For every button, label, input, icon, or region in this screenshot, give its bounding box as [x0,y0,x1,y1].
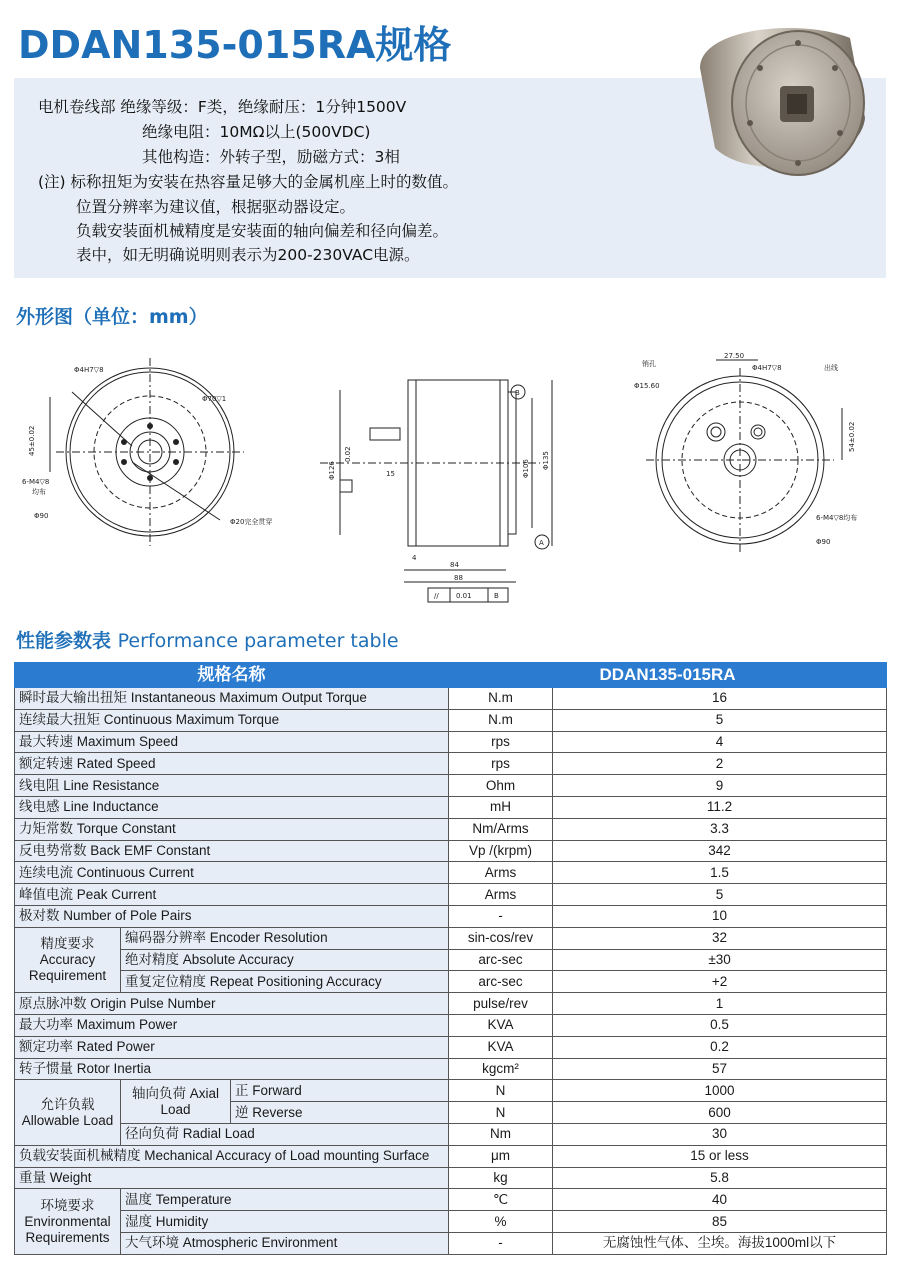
param-unit: arc-sec [449,949,553,971]
rear-view-drawing [620,348,880,558]
param-name: 转子惯量 Rotor Inertia [15,1058,449,1080]
param-name: 线电阻 Line Resistance [15,775,449,797]
table-row [15,1080,887,1102]
param-name: 湿度 Humidity [121,1211,449,1233]
param-unit: Nm [449,1123,553,1145]
table-row [15,1189,887,1211]
side-flat-label: 0.02 [344,446,352,462]
note-line: (注) 标称扭矩为安装在热容量足够大的金属机座上时的数值。 [38,173,459,191]
param-value: 3.3 [553,818,887,840]
param-unit: KVA [449,1014,553,1036]
param-value: +2 [553,971,887,993]
param-name: 温度 Temperature [121,1189,449,1211]
rear-outlet-label: 出线 [824,364,838,372]
side-datum-b: B [515,389,520,397]
param-unit: N.m [449,709,553,731]
param-unit: Ohm [449,775,553,797]
note-line: 位置分辨率为建议值，根据驱动器设定。 [76,198,356,216]
param-value: 2 [553,753,887,775]
table-row [15,1232,887,1254]
param-value: 5 [553,884,887,906]
param-unit: mH [449,796,553,818]
param-unit: Arms [449,884,553,906]
param-name: 力矩常数 Torque Constant [15,818,449,840]
table-row [15,709,887,731]
param-name: 重量 Weight [15,1167,449,1189]
side-tol-ref: B [494,592,499,600]
side-d135-label: Φ135 [542,451,550,470]
table-row [15,1211,887,1233]
table-row [15,1123,887,1145]
subgroup-label: 轴向负荷 Axial Load [121,1080,231,1124]
param-value: 5.8 [553,1167,887,1189]
table-row [15,753,887,775]
param-value: 85 [553,1211,887,1233]
side-dim4-label: 4 [412,554,417,562]
table-row [15,731,887,753]
table-row [15,927,887,949]
param-name: 原点脉冲数 Origin Pulse Number [15,993,449,1015]
performance-table [14,662,887,1255]
front-pcd-label: Φ70▽1 [202,395,227,403]
side-tol-symbol: // [434,592,439,600]
side-tol-value: 0.01 [456,592,472,600]
param-unit: μm [449,1145,553,1167]
table-row [15,993,887,1015]
param-unit: KVA [449,1036,553,1058]
param-name: 正 Forward [231,1080,449,1102]
param-name: 大气环境 Atmospheric Environment [121,1232,449,1254]
param-name: 瞬时最大输出扭矩 Instantaneous Maximum Output Torque [15,688,449,710]
rear-tap-label: 6-M4▽8均布 [816,514,858,522]
table-title-en: Performance parameter table [117,630,399,652]
param-value: 30 [553,1123,887,1145]
table-row [15,862,887,884]
front-hole-label: Φ4H7▽8 [74,366,104,374]
table-row [15,1014,887,1036]
table-row [15,1145,887,1167]
front-tap-label: 6-M4▽8 [22,478,50,486]
front-dim-label: 45±0.02 [28,425,36,456]
table-title-cn: 性能参数表 [16,630,112,652]
param-unit: Vp /(krpm) [449,840,553,862]
param-value: 无腐蚀性气体、尘埃。海拔1000ml以下 [553,1232,887,1254]
note-line: 表中，如无明确说明则表示为200-230VAC电源。 [76,246,420,264]
param-name: 编码器分辨率 Encoder Resolution [121,927,449,949]
rear-d15-label: Φ15.60 [634,382,660,390]
param-unit: ℃ [449,1189,553,1211]
param-name: 额定转速 Rated Speed [15,753,449,775]
table-row [15,840,887,862]
table-row [15,949,887,971]
side-dim84-label: 84 [450,561,459,569]
rear-pin-hole-label: 销孔 [642,360,656,368]
param-name: 最大转速 Maximum Speed [15,731,449,753]
param-value: 10 [553,905,887,927]
param-value: 40 [553,1189,887,1211]
param-name: 峰值电流 Peak Current [15,884,449,906]
param-value: 9 [553,775,887,797]
param-name: 连续电流 Continuous Current [15,862,449,884]
param-unit: kgcm² [449,1058,553,1080]
table-row [15,905,887,927]
param-name: 重复定位精度 Repeat Positioning Accuracy [121,971,449,993]
param-unit: - [449,1232,553,1254]
param-unit: - [449,905,553,927]
param-value: 4 [553,731,887,753]
param-unit: N [449,1080,553,1102]
table-row [15,1058,887,1080]
table-row [15,796,887,818]
table-row [15,971,887,993]
param-unit: Nm/Arms [449,818,553,840]
param-value: 57 [553,1058,887,1080]
rear-dim54-label: 54±0.02 [848,421,856,452]
page-title: DDAN135-015RA规格 [18,23,452,67]
group-label: 环境要求 Environmental Requirements [15,1189,121,1254]
drawing-section-title: 外形图（单位：mm） [16,306,208,328]
param-name: 额定功率 Rated Power [15,1036,449,1058]
param-unit: N [449,1102,553,1124]
rear-hole-label: Φ4H7▽8 [752,364,782,372]
side-view-drawing [320,370,580,605]
table-row [15,818,887,840]
param-name: 径向负荷 Radial Load [121,1123,449,1145]
param-unit: kg [449,1167,553,1189]
table-row [15,688,887,710]
param-value: 1 [553,993,887,1015]
side-d126-label: Φ126 [328,461,336,480]
group-label: 允许负载 Allowable Load [15,1080,121,1145]
param-name: 最大功率 Maximum Power [15,1014,449,1036]
table-row [15,775,887,797]
rear-dim27-label: 27.50 [724,352,745,360]
table-header-row [15,663,887,688]
note-line: 绝缘电阻：10MΩ以上(500VDC) [142,123,371,141]
param-value: 1.5 [553,862,887,884]
front-tap-note: 均布 [32,488,46,496]
side-dim15-label: 15 [386,470,395,478]
param-unit: Arms [449,862,553,884]
side-datum-a: A [539,539,544,547]
front-bore-label: Φ20完全贯穿 [230,518,273,526]
param-name: 连续最大扭矩 Continuous Maximum Torque [15,709,449,731]
rear-d90-label: Φ90 [816,538,831,546]
table-row [15,1036,887,1058]
param-value: 1000 [553,1080,887,1102]
param-name: 线电感 Line Inductance [15,796,449,818]
param-name: 反电势常数 Back EMF Constant [15,840,449,862]
param-unit: pulse/rev [449,993,553,1015]
motor-photo [680,8,880,188]
note-line: 其他构造：外转子型，励磁方式：3相 [142,148,400,166]
group-label: 精度要求 Accuracy Requirement [15,927,121,992]
param-name: 负载安装面机械精度 Mechanical Accuracy of Load mounting Surface [15,1145,449,1167]
param-name: 逆 Reverse [231,1102,449,1124]
param-unit: N.m [449,688,553,710]
param-value: 600 [553,1102,887,1124]
param-unit: % [449,1211,553,1233]
param-name: 极对数 Number of Pole Pairs [15,905,449,927]
param-unit: arc-sec [449,971,553,993]
param-unit: sin-cos/rev [449,927,553,949]
param-value: 0.5 [553,1014,887,1036]
param-value: 5 [553,709,887,731]
table-row [15,884,887,906]
side-d106-label: Φ106 [522,459,530,478]
note-line: 负载安装面机械精度是安装面的轴向偏差和径向偏差。 [76,222,449,240]
param-value: ±30 [553,949,887,971]
param-value: 32 [553,927,887,949]
param-value: 0.2 [553,1036,887,1058]
header-model: DDAN135-015RA [449,663,887,688]
param-value: 15 or less [553,1145,887,1167]
front-view-drawing [20,352,290,552]
param-name: 绝对精度 Absolute Accuracy [121,949,449,971]
param-value: 342 [553,840,887,862]
param-value: 11.2 [553,796,887,818]
note-line: 电机卷线部 绝缘等级：F类，绝缘耐压：1分钟1500V [38,98,407,116]
front-d90-label: Φ90 [34,512,49,520]
param-unit: rps [449,753,553,775]
side-dim88-label: 88 [454,574,463,582]
param-value: 16 [553,688,887,710]
param-unit: rps [449,731,553,753]
table-row [15,1167,887,1189]
header-spec-name: 规格名称 [15,663,449,688]
table-section-title [16,626,399,653]
